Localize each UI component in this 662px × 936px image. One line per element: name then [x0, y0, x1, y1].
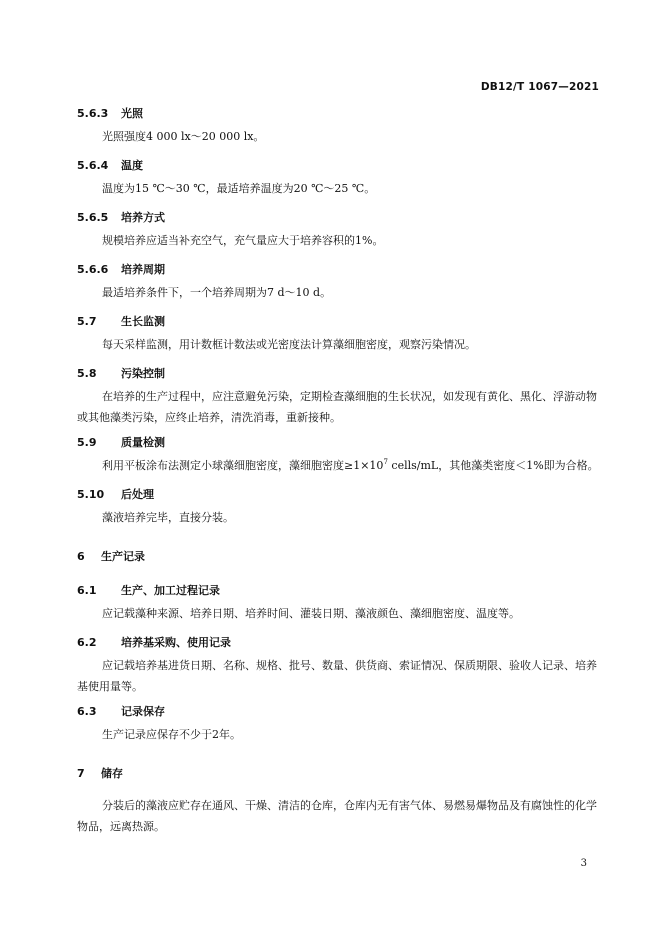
- chapter-heading: 6 生产记录: [77, 550, 145, 563]
- section-paragraph: 利用平板涂布法测定小球藻细胞密度，藻细胞密度$\ge 1\times 10^7$ cells/mL，其他藻类密度＜1%即为合格。: [102, 458, 599, 472]
- section-paragraph: 应记载藻种来源、培养日期、培养时间、灌装日期、藻液颜色、藻细胞密度、温度等。: [102, 607, 520, 620]
- standard-code-header: DB12/T 1067—2021: [480, 81, 599, 93]
- section-paragraph: 藻液培养完毕，直接分装。: [102, 511, 234, 524]
- chapter-heading: 7 储存: [77, 767, 123, 780]
- section-heading: 5.7 生长监测: [77, 315, 165, 328]
- page-number: 3: [580, 858, 587, 869]
- section-paragraph: 应记载培养基进货日期、名称、规格、批号、数量、供货商、索证情况、保质期限、验收人记录、培养基使用量等。: [77, 659, 597, 693]
- section-heading: 6.2 培养基采购、使用记录: [77, 636, 231, 649]
- section-heading: 5.10 后处理: [77, 488, 154, 501]
- section-paragraph: 温度为15 ℃～30 ℃，最适培养温度为20 ℃～25 ℃。: [102, 182, 376, 195]
- section-heading: 5.8 污染控制: [77, 367, 165, 380]
- section-paragraph: 生产记录应保存不少于2年。: [102, 728, 241, 741]
- section-paragraph: 规模培养应适当补充空气，充气量应大于培养容积的1%。: [102, 234, 384, 247]
- section-heading: 5.9 质量检测: [77, 436, 165, 449]
- section-paragraph: 最适培养条件下，一个培养周期为7 d～10 d。: [102, 286, 332, 299]
- section-heading: 6.1 生产、加工过程记录: [77, 584, 220, 597]
- section-heading: 5.6.4 温度: [77, 159, 143, 172]
- section-heading: 6.3 记录保存: [77, 705, 165, 718]
- section-paragraph: 每天采样监测，用计数框计数法或光密度法计算藻细胞密度，观察污染情况。: [102, 338, 476, 351]
- section-heading: 5.6.6 培养周期: [77, 263, 165, 276]
- section-paragraph: 光照强度4 000 lx～20 000 lx。: [102, 130, 265, 143]
- section-paragraph: 在培养的生产过程中，应注意避免污染，定期检查藻细胞的生长状况，如发现有黄化、黑化、浮游动物或其他藻类污染，应终止培养，清洗消毒，重新接种。: [77, 390, 597, 424]
- section-heading: 5.6.5 培养方式: [77, 211, 165, 224]
- section-paragraph: 分装后的藻液应贮存在通风、干燥、清洁的仓库，仓库内无有害气体、易燃易爆物品及有腐蚀性的化学物品，远离热源。: [77, 799, 597, 833]
- section-heading: 5.6.3 光照: [77, 107, 143, 120]
